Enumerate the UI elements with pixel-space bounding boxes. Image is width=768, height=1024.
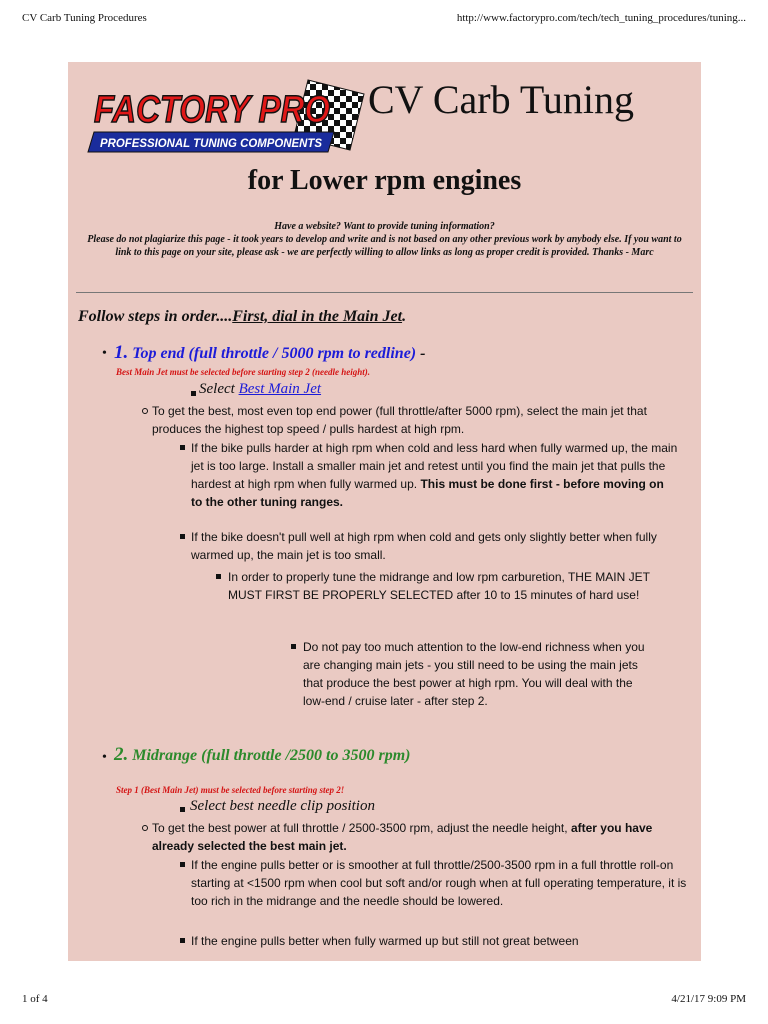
step1-point-2-sub: In order to properly tune the midrange and low rpm carburetion, THE MAIN JET MUST FIRST BE PROPERLY SELECTED after 10 to 15 minutes of hard use! — [228, 570, 650, 602]
print-datetime: 4/21/17 9:09 PM — [671, 993, 746, 1005]
step2-point-1: If the engine pulls better or is smoother at full throttle/2500-3500 rpm in a full throttle roll-on starting at <1500 rpm when cool but soft and/or rough when at full operating temperature, it is too rich in the midrange and the needle should be lowered. — [191, 858, 687, 908]
square-bullet-icon — [216, 574, 221, 579]
print-footer — [22, 993, 746, 1009]
step1-point-1-bold: This must be done first - before moving on to the other tuning ranges. — [191, 477, 664, 509]
step1-heading — [114, 342, 425, 364]
page-title: CV Carb Tuning — [368, 77, 635, 122]
factory-pro-logo — [82, 72, 372, 164]
print-header — [22, 12, 746, 28]
step1-point-1-text: If the bike pulls harder at high rpm when cold and less hard when fully warmed up, the main jet is too large. Install a smaller main jet and retest until you find the main jet that pulls the hardest at high rpm when fully warmed up. — [191, 441, 678, 491]
step1-select — [190, 381, 321, 398]
step1-description: To get the best, most even top end power (full throttle/after 5000 rpm), select the main jet that produces the highest top speed / pulls hardest at high rpm. — [152, 404, 647, 436]
square-bullet-icon — [291, 644, 296, 649]
step1-dash: - — [420, 345, 426, 362]
circle-bullet-icon — [142, 825, 148, 831]
step1-bullet-icon: • — [102, 346, 107, 361]
print-url: http://www.factorypro.com/tech/tech_tuning_procedures/tuning... — [456, 12, 746, 24]
intro-line: Follow steps in order....First, dial in the Main Jet. — [78, 308, 407, 325]
step2-description-bold: after you have already selected the best main jet. — [152, 821, 653, 853]
logo-brand: FACTORY PRO — [94, 89, 330, 131]
square-bullet-icon — [180, 862, 185, 867]
horizontal-rule — [76, 292, 693, 293]
square-bullet-icon — [180, 445, 185, 450]
page-number: 1 of 4 — [22, 993, 48, 1005]
circle-bullet-icon — [142, 408, 148, 414]
print-title: CV Carb Tuning Procedures — [22, 12, 147, 24]
step2-bullet-icon: • — [102, 750, 107, 765]
step1-note: Best Main Jet must be selected before starting step 2 (needle height). — [116, 367, 370, 377]
notice-line-1: Have a website? Want to provide tuning information? — [274, 221, 495, 232]
step2-title: Midrange (full throttle /2500 to 3500 rpm) — [132, 747, 411, 764]
step1-select-prefix: Select — [199, 381, 235, 397]
step1-number: 1. — [114, 342, 129, 363]
step2-heading — [114, 744, 411, 766]
square-bullet-icon — [180, 534, 185, 539]
step1-point-1 — [191, 439, 678, 511]
step2-note: Step 1 (Best Main Jet) must be selected before starting step 2! — [116, 785, 345, 795]
copyright-notice — [86, 220, 683, 259]
page-subtitle: for Lower rpm engines — [247, 165, 522, 196]
square-bullet-icon — [180, 938, 185, 943]
notice-line-2: Please do not plagiarize this page - it took years to develop and write and is not based on any other previous work by anybody else. If you want to link to this page on your site, please ask - we are perfectly willing to allow links as long as proper credit is provided. Thanks - Marc — [87, 234, 682, 258]
document-page — [68, 62, 701, 961]
square-bullet-icon — [180, 807, 185, 812]
step2-number: 2. — [114, 744, 129, 765]
logo-tagline: PROFESSIONAL TUNING COMPONENTS — [100, 136, 322, 150]
step2-description-text: To get the best power at full throttle / 2500-3500 rpm, adjust the needle height, — [152, 821, 568, 835]
best-main-jet-link[interactable]: Best Main Jet — [238, 381, 322, 397]
step1-point-2-subsub: Do not pay too much attention to the low-end richness when you are changing main jets - you still need to be using the main jets that produce the best power at high rpm. You will deal with the low-end / cruise later - after step 2. — [303, 640, 645, 708]
step2-select: Select best needle clip position — [190, 798, 375, 814]
step2-point-2: If the engine pulls better when fully warmed up but still not great between — [191, 934, 579, 948]
step1-title: Top end (full throttle / 5000 rpm to redline) — [132, 345, 417, 362]
intro-prefix: Follow steps in order.... — [78, 308, 233, 325]
intro-underlined: First, dial in the Main Jet — [232, 308, 403, 325]
step1-point-2: If the bike doesn't pull well at high rpm when cold and gets only slightly better when fully warmed up, the main jet is too small. — [191, 530, 657, 562]
step2-description — [152, 819, 692, 855]
